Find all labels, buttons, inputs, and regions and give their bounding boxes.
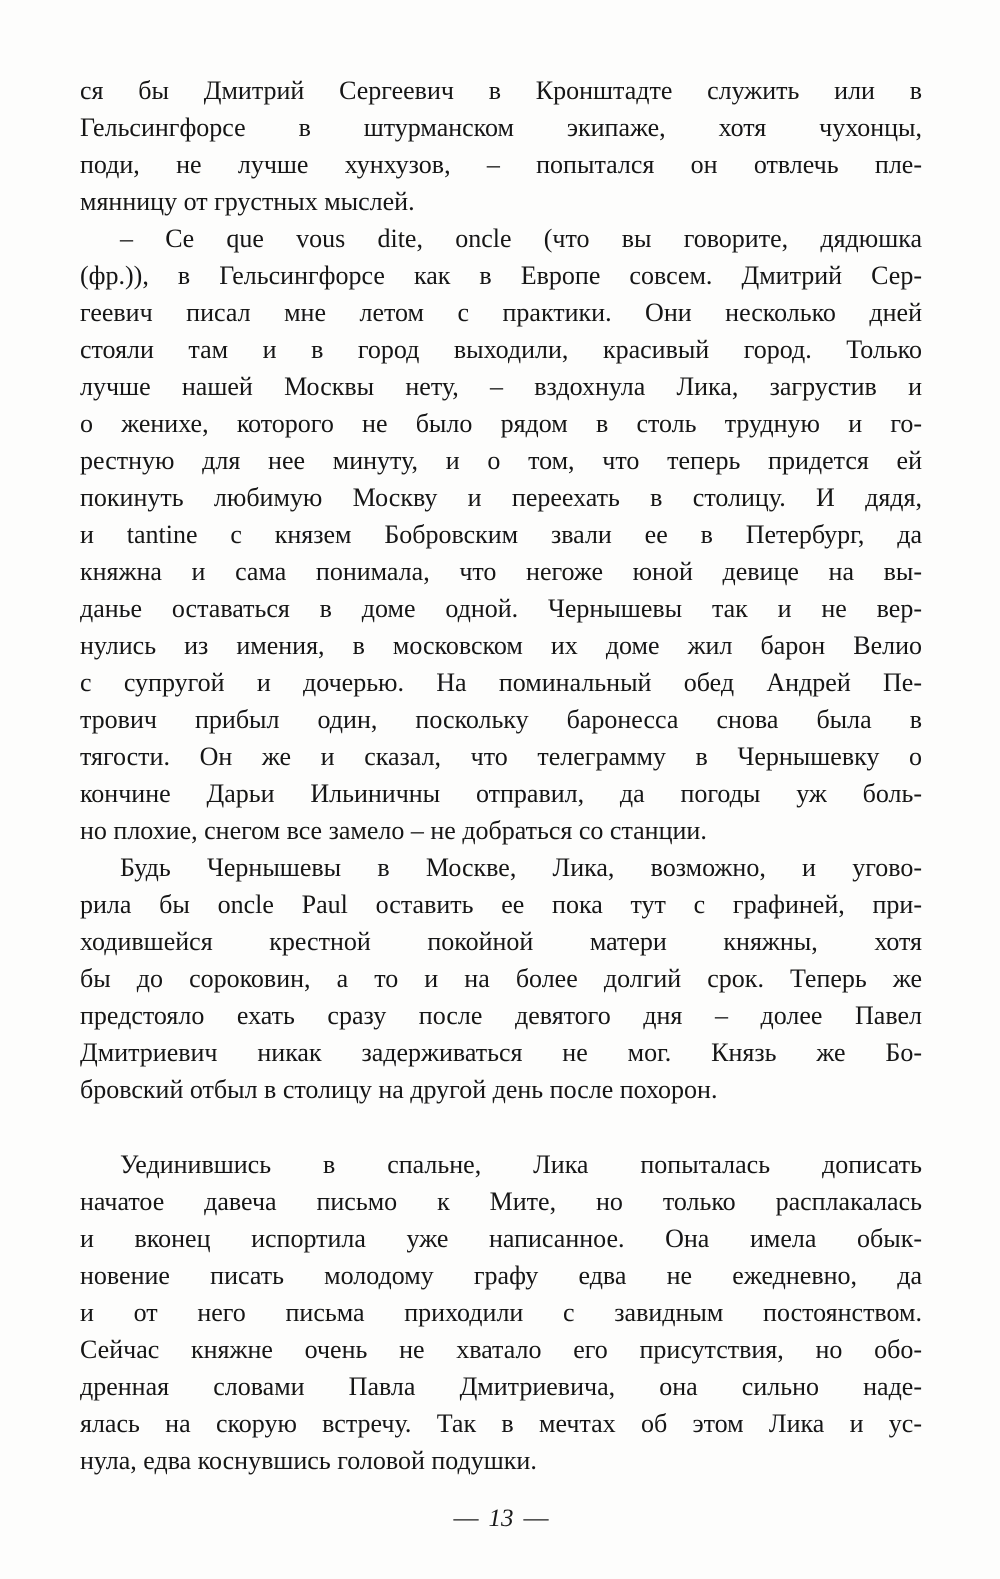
- text-line: кончине Дарьи Ильиничны отправил, да погоды уж боль-: [80, 779, 922, 808]
- text-line: – Ce que vous dite, oncle (что вы говорите, дядюшка: [120, 224, 922, 253]
- text-line: о женихе, которого не было рядом в столь трудную и го-: [80, 409, 922, 438]
- text-line: покинуть любимую Москву и переехать в столицу. И дядя,: [80, 483, 922, 512]
- text-line: с супругой и дочерью. На поминальный обед Андрей Пе-: [80, 668, 922, 697]
- page-number: 13: [488, 1505, 514, 1532]
- paragraph: [80, 72, 922, 220]
- text-line: Дмитриевич никак задерживаться не мог. Князь же Бо-: [80, 1038, 922, 1067]
- text-line: геевич писал мне летом с практики. Они несколько дней: [80, 298, 922, 327]
- text-line: бы до сороковин, а то и на более долгий срок. Теперь же: [80, 964, 922, 993]
- text-line: и вконец испортила уже написанное. Она имела обык-: [80, 1224, 922, 1253]
- text-line: поди, не лучше хунхузов, – попытался он отвлечь пле-: [80, 150, 922, 179]
- text-line: стояли там и в город выходили, красивый город. Только: [80, 335, 922, 364]
- footer-dash-right: —: [523, 1505, 549, 1532]
- text-line: Сейчас княжне очень не хватало его присутствия, но обо-: [80, 1335, 922, 1364]
- text-line: начатое давеча письмо к Мите, но только расплакалась: [80, 1187, 922, 1216]
- text-line: дренная словами Павла Дмитриевича, она сильно наде-: [80, 1372, 922, 1401]
- text-line: предстояло ехать сразу после девятого дня – долее Павел: [80, 1001, 922, 1030]
- text-block: [80, 72, 922, 1479]
- text-line: рила бы oncle Paul оставить ее пока тут с графиней, при-: [80, 890, 922, 919]
- text-line: княжна и сама понимала, что негоже юной девице на вы-: [80, 557, 922, 586]
- text-line: Будь Чернышевы в Москве, Лика, возможно, и угово-: [120, 853, 922, 882]
- text-line: рестную для нее минуту, и о том, что теперь придется ей: [80, 446, 922, 475]
- text-line: трович прибыл один, поскольку баронесса снова была в: [80, 705, 922, 734]
- text-line: ялась на скорую встречу. Так в мечтах об этом Лика и ус-: [80, 1409, 922, 1438]
- text-line: нула, едва коснувшись головой подушки.: [80, 1446, 537, 1475]
- text-line: данье оставаться в доме одной. Чернышевы так и не вер-: [80, 594, 922, 623]
- text-line: (фр.)), в Гельсингфорсе как в Европе совсем. Дмитрий Сер-: [80, 261, 922, 290]
- text-line: ходившейся крестной покойной матери княжны, хотя: [80, 927, 922, 956]
- text-line: ся бы Дмитрий Сергеевич в Кронштадте служить или в: [80, 76, 922, 105]
- text-line: новение писать молодому графу едва не ежедневно, да: [80, 1261, 922, 1290]
- paragraph: [80, 849, 922, 1108]
- text-line: тягости. Он же и сказал, что телеграмму в Чернышевку о: [80, 742, 922, 771]
- text-line: нулись из имения, в московском их доме жил барон Велио: [80, 631, 922, 660]
- text-line: Гельсингфорсе в штурманском экипаже, хотя чухонцы,: [80, 113, 922, 142]
- text-line: бровский отбыл в столицу на другой день после похорон.: [80, 1075, 718, 1104]
- text-line: Уединившись в спальне, Лика попыталась дописать: [120, 1150, 922, 1179]
- footer-dash-left: —: [453, 1505, 479, 1532]
- page-footer: [80, 1505, 922, 1533]
- paragraph: [80, 220, 922, 849]
- text-line: мянницу от грустных мыслей.: [80, 187, 415, 216]
- paragraph: [80, 1146, 922, 1479]
- text-line: но плохие, снегом все замело – не добраться со станции.: [80, 816, 707, 845]
- text-line: лучше нашей Москвы нету, – вздохнула Лика, загрустив и: [80, 372, 922, 401]
- text-line: и tantine с князем Бобровским звали ее в Петербург, да: [80, 520, 922, 549]
- text-line: и от него письма приходили с завидным постоянством.: [80, 1298, 922, 1327]
